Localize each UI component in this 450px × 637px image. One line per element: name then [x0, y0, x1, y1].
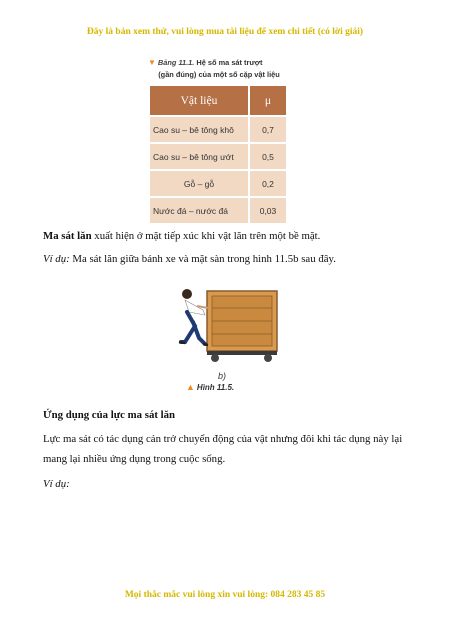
material-cell: Cao su – bê tông khô [150, 117, 248, 142]
rolling-friction-definition [43, 226, 423, 246]
material-cell: Gỗ – gỗ [150, 171, 248, 196]
table-caption-line1: Hệ số ma sát trượt [196, 58, 263, 67]
material-cell: Nước đá – nước đá [150, 198, 248, 223]
example2-label-text: Ví dụ: [43, 478, 70, 490]
table-row [150, 144, 286, 169]
preview-banner: Đây là bản xem thử, vui lòng mua tài liệu để xem chi tiết (có lời giải) [86, 27, 364, 37]
contact-footer: Mọi thắc mắc vui lòng xin vui lòng: 084 283 45 85 [124, 590, 326, 600]
triangle-up-icon: ▲ [186, 382, 195, 392]
table-row [150, 117, 286, 142]
person-pushing-box-illustration [175, 282, 285, 378]
rolling-friction-text: xuất hiện ở mặt tiếp xúc khi vật lăn trên một bề mặt. [91, 230, 321, 242]
table-row [150, 198, 286, 223]
table-caption-label: Bảng 11.1. [157, 58, 195, 67]
table-caption [148, 57, 290, 81]
example2-label [43, 474, 423, 494]
table-header-row [150, 86, 286, 115]
table-caption-line2: (gần đúng) của một số cặp vật liệu [158, 70, 280, 79]
wheel-icon [211, 354, 219, 362]
table-row [150, 171, 286, 196]
example-label: Ví dụ: [43, 253, 70, 265]
mu-cell: 0,03 [250, 198, 286, 223]
figure-caption-text: Hình 11.5. [196, 383, 235, 392]
example-text: Ma sát lăn giữa bánh xe và mặt sàn trong hình 11.5b sau đây. [69, 253, 336, 265]
header-material: Vật liệu [150, 86, 248, 115]
rolling-friction-term: Ma sát lăn [43, 230, 92, 242]
triangle-down-icon: ▼ [148, 58, 156, 67]
mu-cell: 0,2 [250, 171, 286, 196]
friction-table [148, 84, 288, 225]
example-paragraph [43, 249, 423, 269]
figure-caption [186, 382, 234, 392]
mu-cell: 0,7 [250, 117, 286, 142]
mu-cell: 0,5 [250, 144, 286, 169]
wheel-icon [264, 354, 272, 362]
figure-sub-label: b) [218, 371, 227, 381]
body-paragraph: Lực ma sát có tác dụng cản trở chuyển động của vật nhưng đôi khi tác dụng này lại mang lại nhiều ứng dụng trong cuộc sống. [43, 433, 403, 465]
header-mu: μ [250, 86, 286, 115]
section-title: Ứng dụng của lực ma sát lăn [43, 409, 176, 421]
material-cell: Cao su – bê tông ướt [150, 144, 248, 169]
